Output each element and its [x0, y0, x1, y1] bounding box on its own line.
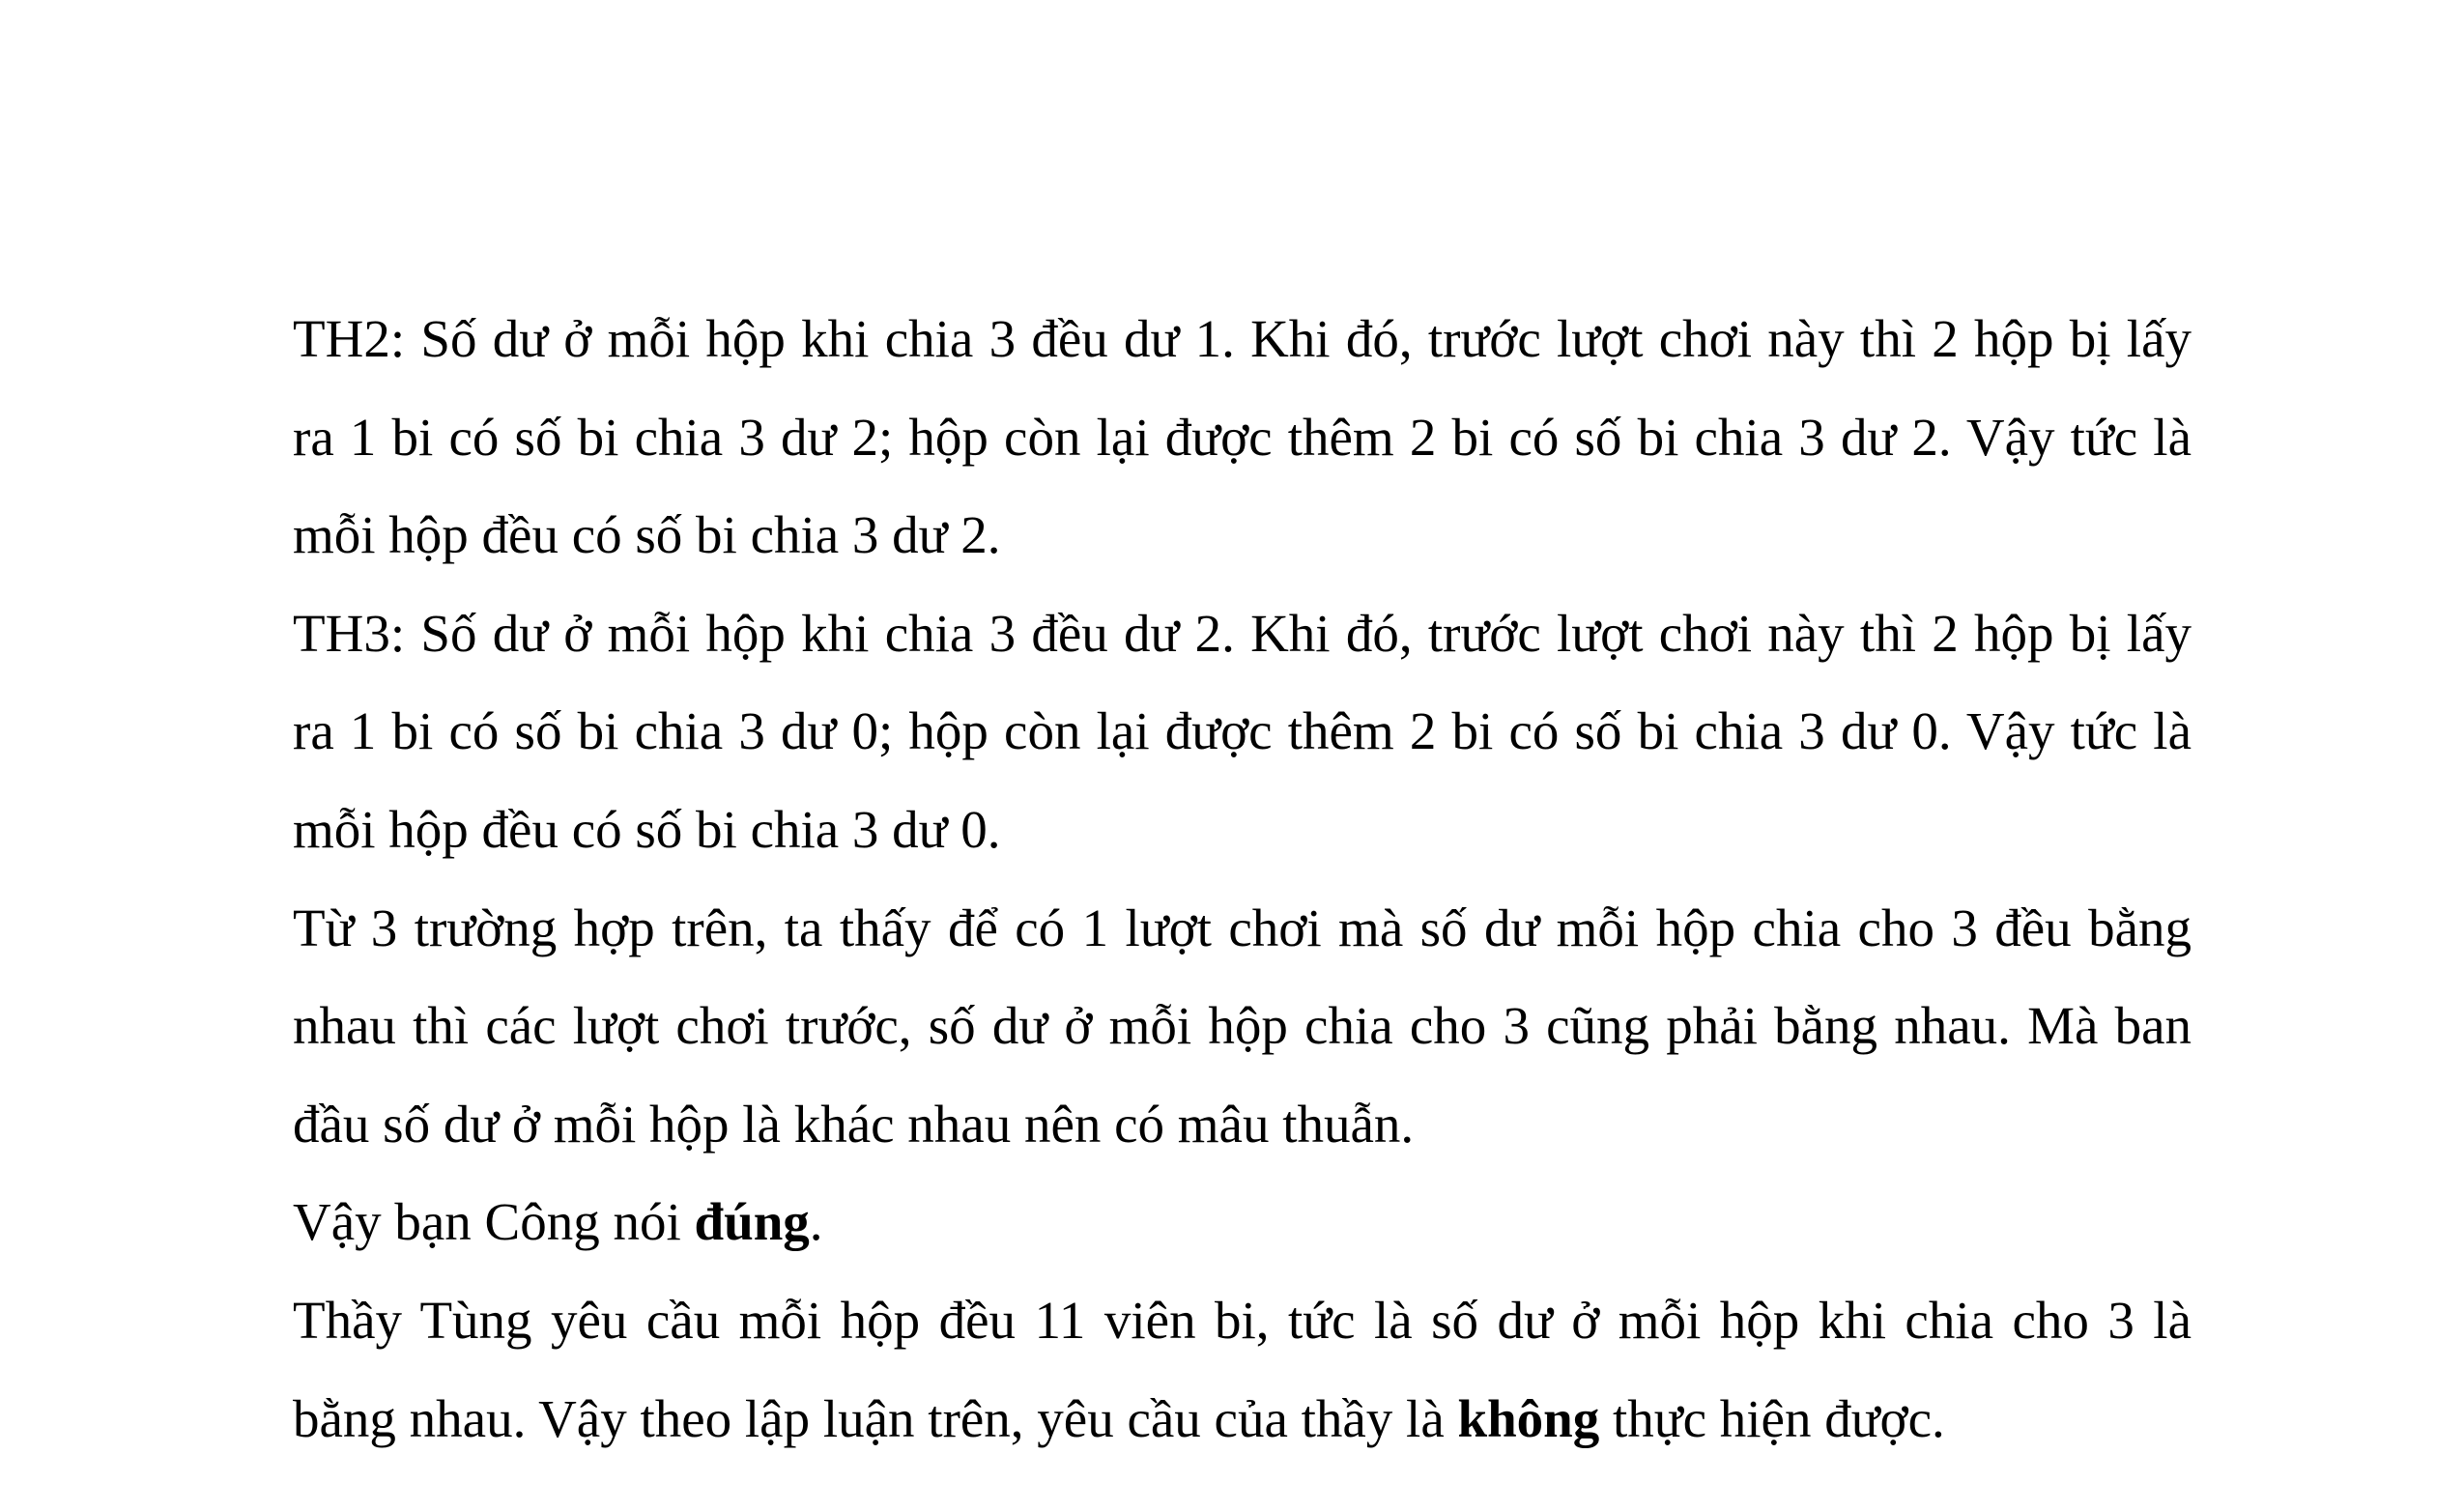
paragraph-text: Thầy Tùng yêu cầu mỗi hộp đều 11 viên bi, tức là số dư ở mỗi hộp khi chia cho 3 là bằng nhau. Vậy theo lập luận trên, yêu cầu của thầy là	[293, 1290, 2192, 1448]
paragraph-cong-correct	[293, 1173, 2192, 1271]
paragraph-conclusion-reasoning: Từ 3 trường hợp trên, ta thấy để có 1 lượt chơi mà số dư mỗi hộp chia cho 3 đều bằng nhau thì các lượt chơi trước, số dư ở mỗi hộp chia cho 3 cũng phải bằng nhau. Mà ban đầu số dư ở mỗi hộp là khác nhau nên có mâu thuẫn.	[293, 898, 2192, 1154]
paragraph-text: thực hiện được.	[1599, 1388, 1945, 1448]
paragraph-teacher-request	[293, 1271, 2192, 1468]
paragraph-case-2: TH2: Số dư ở mỗi hộp khi chia 3 đều dư 1. Khi đó, trước lượt chơi này thì 2 hộp bị lấy ra 1 bi có số bi chia 3 dư 2; hộp còn lại được thêm 2 bi có số bi chia 3 dư 2. Vậy tức là mỗi hộp đều có số bi chia 3 dư 2.	[293, 309, 2192, 565]
document-body	[293, 290, 2192, 1468]
paragraph-case-3: TH3: Số dư ở mỗi hộp khi chia 3 đều dư 2. Khi đó, trước lượt chơi này thì 2 hộp bị lấy ra 1 bi có số bi chia 3 dư 0; hộp còn lại được thêm 2 bi có số bi chia 3 dư 0. Vậy tức là mỗi hộp đều có số bi chia 3 dư 0.	[293, 603, 2192, 859]
paragraph-text: Vậy bạn Công nói	[293, 1192, 695, 1252]
bold-answer: không	[1457, 1388, 1600, 1448]
paragraph-text: .	[809, 1192, 823, 1252]
bold-answer: đúng	[694, 1192, 810, 1252]
